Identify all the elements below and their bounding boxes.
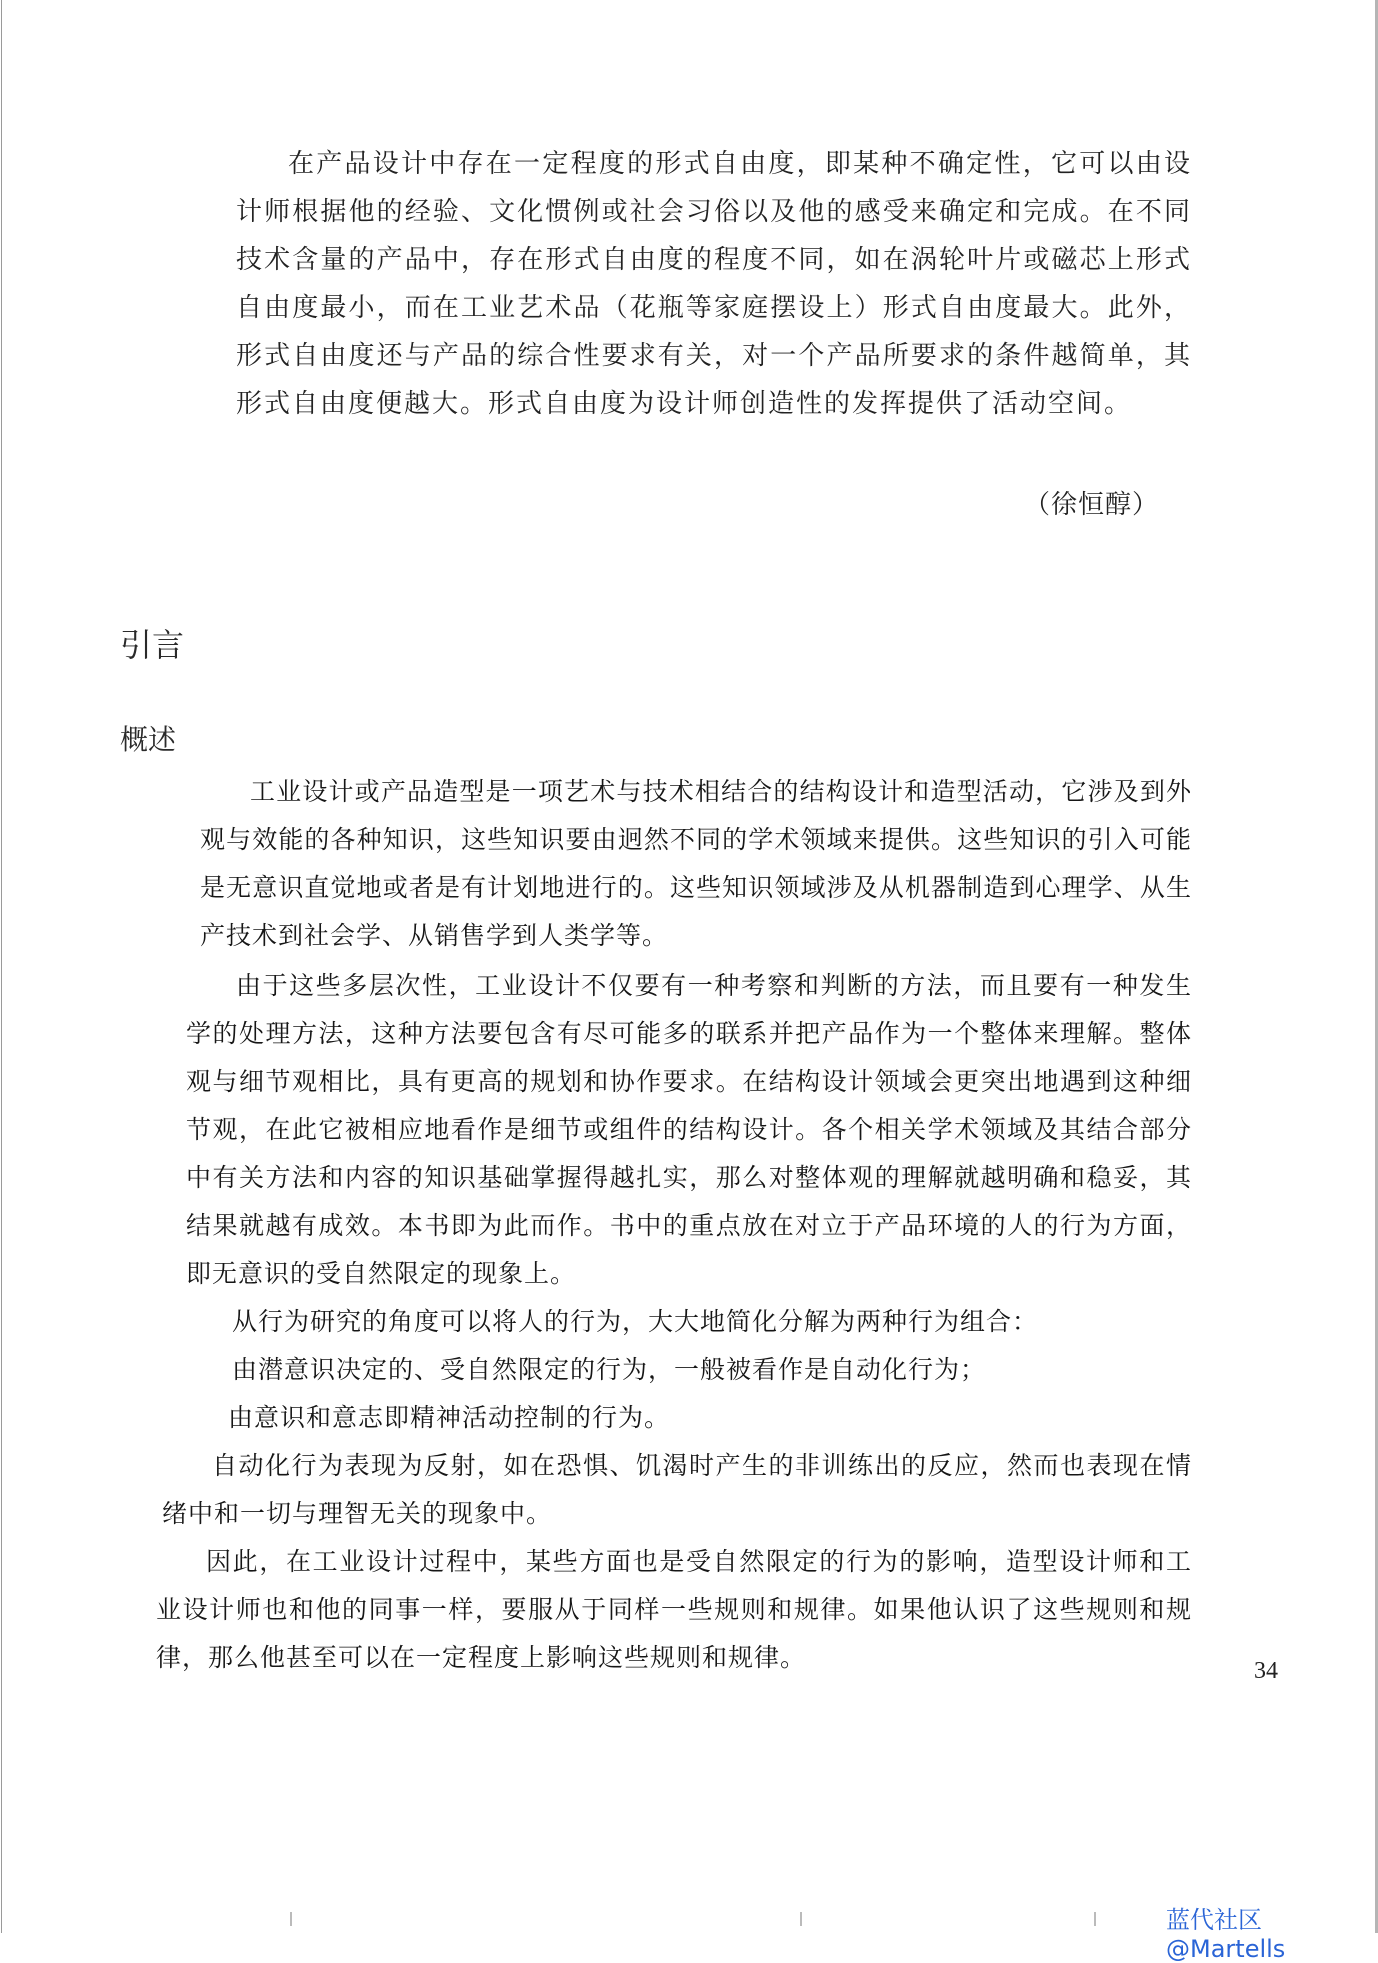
body-paragraph: 自动化行为表现为反射，如在恐惧、饥渴时产生的非训练出的反应，然而也表现在情绪中和一切与理智无关的现象中。 <box>162 1451 1192 1528</box>
scan-artifact <box>1094 1912 1096 1926</box>
top-paragraph: 在产品设计中存在一定程度的形式自由度，即某种不确定性，它可以由设计师根据他的经验、文化惯例或社会习俗以及他的感受来确定和完成。在不同技术含量的产品中，存在形式自由度的程度不同，如在涡轮叶片或磁芯上形式自由度最小，而在工业艺术品（花瓶等家庭摆设上）形式自由度最大。此外，形式自由度还与产品的综合性要求有关，对一个产品所要求的条件越简单，其形式自由度便越大。形式自由度为设计师创造性的发挥提供了活动空间。 <box>236 149 1192 419</box>
body-paragraph: 工业设计或产品造型是一项艺术与技术相结合的结构设计和造型活动，它涉及到外观与效能的各种知识，这些知识要由迥然不同的学术领域来提供。这些知识的引入可能是无意识直觉地或者是有计划地进行的。这些知识领域涉及从机器制造到心理学、从生产技术到社会学、从销售学到人类学等。 <box>200 777 1192 950</box>
scan-artifact <box>800 1912 802 1926</box>
section-heading-intro: 引言 <box>120 626 185 664</box>
body-paragraph: 由意识和意志即精神活动控制的行为。 <box>228 1403 671 1432</box>
body-paragraph: 从行为研究的角度可以将人的行为，大大地简化分解为两种行为组合： <box>232 1307 1039 1336</box>
page-number: 34 <box>1254 1658 1278 1684</box>
author-credit: （徐恒醇） <box>1024 490 1160 520</box>
scan-artifact <box>290 1912 292 1926</box>
body-paragraph: 由于这些多层次性，工业设计不仅要有一种考察和判断的方法，而且要有一种发生学的处理方法，这种方法要包含有尽可能多的联系并把产品作为一个整体来理解。整体观与细节观相比，具有更高的规划和协作要求。在结构设计领域会更突出地遇到这种细节观，在此它被相应地看作是细节或组件的结构设计。各个相关学术领域及其结合部分中有关方法和内容的知识基础掌握得越扎实，那么对整体观的理解就越明确和稳妥，其结果就越有成效。本书即为此而作。书中的重点放在对立于产品环境的人的行为方面，即无意识的受自然限定的现象上。 <box>186 971 1192 1288</box>
body-paragraph: 由潜意识决定的、受自然限定的行为，一般被看作是自动化行为； <box>232 1355 987 1384</box>
page-left-edge <box>1 0 2 1933</box>
body-paragraph: 因此，在工业设计过程中，某些方面也是受自然限定的行为的影响，造型设计师和工业设计师也和他的同事一样，要服从于同样一些规则和规律。如果他认识了这些规则和规律，那么他甚至可以在一定程度上影响这些规则和规律。 <box>156 1547 1192 1672</box>
watermark: 蓝代社区@Martells <box>1166 1906 1286 1963</box>
subsection-heading-overview: 概述 <box>120 723 177 756</box>
